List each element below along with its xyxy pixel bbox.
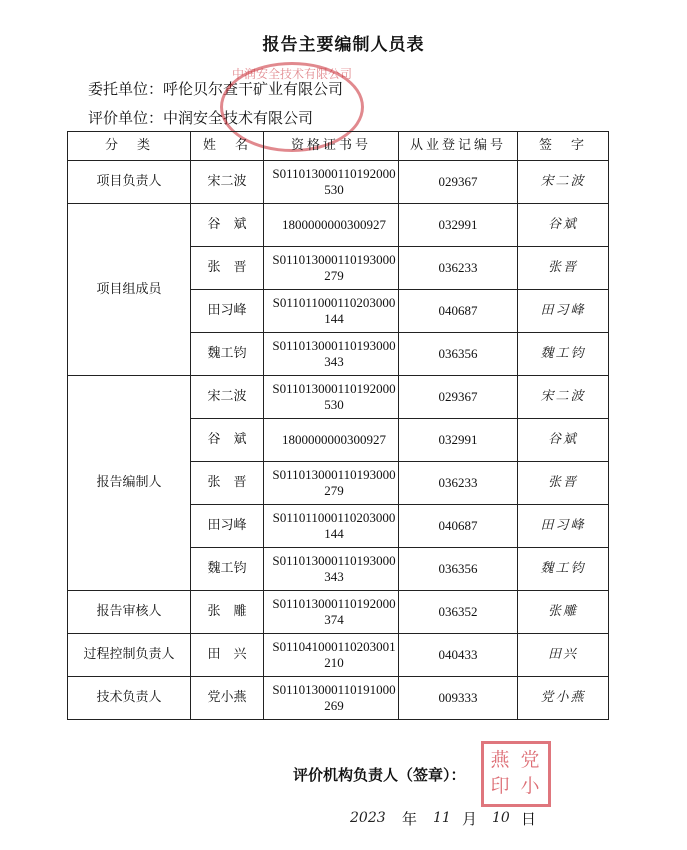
seal-char: 党	[520, 749, 540, 771]
cert-cell: S011041000110203001210	[264, 634, 399, 677]
personnel-table	[67, 131, 609, 720]
reg-cell: 040687	[399, 290, 518, 333]
signature-cell: 宋二波	[518, 161, 609, 204]
name-cell: 党小燕	[191, 677, 264, 720]
category-cell: 报告审核人	[68, 591, 191, 634]
name-cell: 魏工钧	[191, 548, 264, 591]
cert-cell: S011013000110193000279	[264, 462, 399, 505]
table-row	[68, 376, 609, 419]
reg-cell: 036352	[399, 591, 518, 634]
reg-cell: 036233	[399, 247, 518, 290]
date-year-label: 年	[402, 810, 418, 828]
name-cell: 张 晋	[191, 462, 264, 505]
table-row	[68, 677, 609, 720]
cert-cell: S011013000110192000530	[264, 376, 399, 419]
name-cell: 张 雕	[191, 591, 264, 634]
header-name: 姓 名	[191, 132, 264, 161]
name-cell: 宋二波	[191, 376, 264, 419]
signature-cell: 宋二波	[518, 376, 609, 419]
document-title: 报告主要编制人员表	[262, 35, 425, 55]
company-seal: 中润安全技术有限公司	[220, 62, 364, 152]
category-cell: 过程控制负责人	[68, 634, 191, 677]
name-cell: 魏工钧	[191, 333, 264, 376]
reg-cell: 032991	[399, 204, 518, 247]
date-day: 10	[492, 810, 510, 826]
cert-cell: S011011000110203000144	[264, 505, 399, 548]
evaluator-name: 中润安全技术有限公司	[163, 109, 314, 127]
reg-cell: 036356	[399, 548, 518, 591]
cert-cell: S011013000110193000343	[264, 333, 399, 376]
date-day-label: 日	[521, 810, 537, 828]
table-header-row	[68, 132, 609, 161]
reg-cell: 029367	[399, 161, 518, 204]
reg-cell: 036356	[399, 333, 518, 376]
signature-cell: 田兴	[518, 634, 609, 677]
reg-cell: 040433	[399, 634, 518, 677]
name-cell: 谷 斌	[191, 204, 264, 247]
table-row	[68, 204, 609, 247]
signature-cell: 田习峰	[518, 290, 609, 333]
signature-cell: 张晋	[518, 462, 609, 505]
signature-cell: 魏工钧	[518, 333, 609, 376]
table-body	[68, 161, 609, 720]
client-name: 呼伦贝尔查干矿业有限公司	[163, 80, 344, 98]
client-line	[88, 78, 343, 99]
category-cell: 项目组成员	[68, 204, 191, 376]
cert-cell: S011013000110193000343	[264, 548, 399, 591]
header-reg: 从业登记编号	[399, 132, 518, 161]
name-cell: 谷 斌	[191, 419, 264, 462]
reg-cell: 036233	[399, 462, 518, 505]
date-month: 11	[433, 810, 451, 826]
signature-cell: 张晋	[518, 247, 609, 290]
reg-cell: 032991	[399, 419, 518, 462]
responsible-label: 评价机构负责人（签章）：	[293, 766, 466, 784]
header-cert: 资格证书号	[264, 132, 399, 161]
evaluator-line	[88, 107, 313, 128]
name-cell: 田 兴	[191, 634, 264, 677]
client-label: 委托单位：	[88, 80, 164, 98]
cert-cell: S011013000110191000269	[264, 677, 399, 720]
seal-char: 印	[490, 775, 510, 797]
category-cell: 项目负责人	[68, 161, 191, 204]
signature-cell: 田习峰	[518, 505, 609, 548]
reg-cell: 009333	[399, 677, 518, 720]
cert-cell: S011013000110192000530	[264, 161, 399, 204]
table-row	[68, 591, 609, 634]
name-cell: 张 晋	[191, 247, 264, 290]
name-cell: 田习峰	[191, 505, 264, 548]
signature-cell: 谷斌	[518, 204, 609, 247]
name-cell: 宋二波	[191, 161, 264, 204]
signature-cell: 张雕	[518, 591, 609, 634]
reg-cell: 040687	[399, 505, 518, 548]
cert-cell: 1800000000300927	[264, 419, 399, 462]
category-cell: 技术负责人	[68, 677, 191, 720]
reg-cell: 029367	[399, 376, 518, 419]
signature-cell: 党小燕	[518, 677, 609, 720]
date-month-label: 月	[462, 810, 478, 828]
table-row	[68, 161, 609, 204]
signature-cell: 谷斌	[518, 419, 609, 462]
cert-cell: S011013000110193000279	[264, 247, 399, 290]
header-sign: 签 字	[518, 132, 609, 161]
header-category: 分 类	[68, 132, 191, 161]
personal-seal	[481, 741, 551, 807]
signature-cell: 魏工钧	[518, 548, 609, 591]
evaluator-label: 评价单位：	[88, 109, 164, 127]
date-year: 2023	[350, 810, 386, 826]
cert-cell: 1800000000300927	[264, 204, 399, 247]
seal-char: 小	[520, 775, 540, 797]
table-row	[68, 634, 609, 677]
cert-cell: S011013000110192000374	[264, 591, 399, 634]
category-cell: 报告编制人	[68, 376, 191, 591]
seal-char: 燕	[490, 749, 510, 771]
cert-cell: S011011000110203000144	[264, 290, 399, 333]
name-cell: 田习峰	[191, 290, 264, 333]
